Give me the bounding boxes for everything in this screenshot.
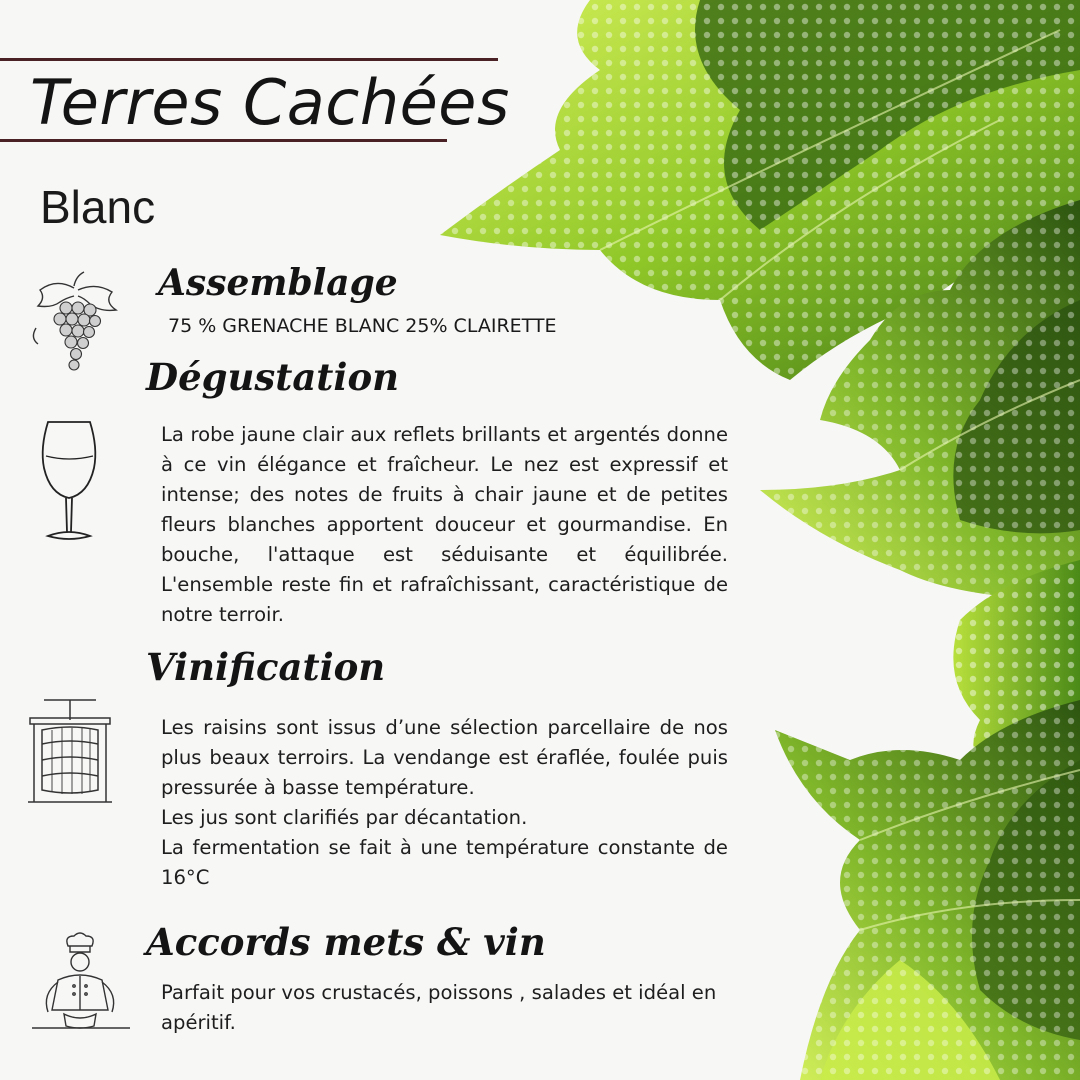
vinification-line-2: Les jus sont clarifiés par décantation.: [161, 806, 528, 829]
chef-icon: [28, 930, 134, 1036]
assemblage-grapes: 75 % GRENACHE BLANC 25% CLAIRETTE: [168, 315, 557, 337]
wine-press-icon: [26, 694, 114, 806]
vinification-heading: Vinification: [146, 645, 386, 689]
wine-type-label: Blanc: [40, 181, 156, 233]
accords-text: Parfait pour vos crustacés, poissons , salades et idéal en apéritif.: [161, 981, 717, 1034]
grape-cluster-icon: [26, 268, 122, 380]
degustation-heading: Dégustation: [146, 355, 400, 399]
assemblage-heading: Assemblage: [158, 262, 398, 304]
accords-heading: Accords mets & vin: [146, 920, 546, 964]
degustation-text: La robe jaune clair aux reflets brillants et argentés donne à ce vin élégance et fraîcheur. Le nez est expressif et intense; des notes de fruits à chair jaune et de petites fleurs blanches apportent douceur et gourmandise. En bouche, l'attaque est séduisante et équilibrée. L'ensemble reste fin et rafraîchissant, caractéristique de notre terroir.: [161, 423, 728, 626]
header-top-rule: [0, 58, 498, 61]
wine-glass-icon: [38, 418, 100, 544]
header-bottom-rule: [0, 139, 447, 142]
page-title: Terres Cachées: [30, 66, 510, 139]
vinification-line-1: Les raisins sont issus d’une sélection parcellaire de nos plus beaux terroirs. La vendange est éraflée, foulée puis pressurée à basse température.: [161, 716, 728, 799]
vinification-text: [161, 713, 728, 893]
vinification-line-3: La fermentation se fait à une température constante de 16°C: [161, 836, 728, 889]
